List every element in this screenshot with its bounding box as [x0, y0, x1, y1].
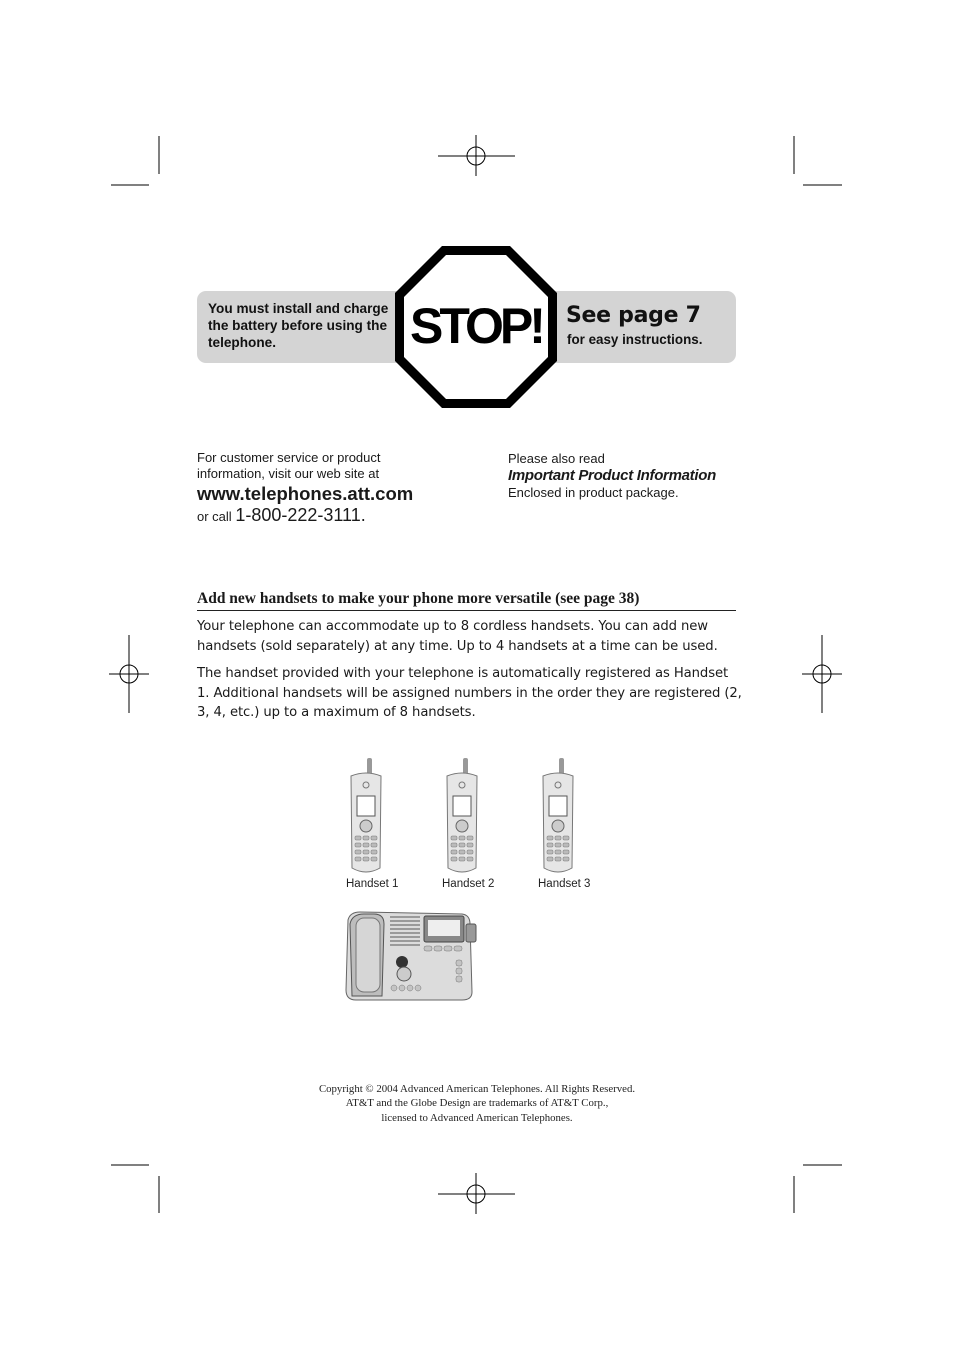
contact-line-1: For customer service or product: [197, 450, 381, 465]
handset-2-label: Handset 2: [442, 878, 495, 890]
base-station-icon: [344, 910, 480, 1002]
banner-warning-text: You must install and charge the battery before using the telephone.: [208, 301, 389, 350]
copyright-line-2: AT&T and the Globe Design are trademarks of AT&T Corp.,: [345, 1097, 609, 1110]
call-prefix: or call: [197, 509, 232, 524]
copyright-block: [0, 1082, 954, 1125]
paragraph-accommodate: Your telephone can accommodate up to 8 cordless handsets. You can add new handsets (sold separately) at any time. Up to 4 handsets at a time can be used.: [197, 619, 718, 654]
stop-sign-icon: [392, 243, 560, 411]
handset-1-label: Handset 1: [346, 878, 399, 890]
handset-3-icon: [538, 756, 578, 876]
call-line: [197, 507, 497, 525]
read-also-line: Please also read: [508, 451, 605, 466]
handset-2-icon: [442, 756, 482, 876]
section-heading: Add new handsets to make your phone more versatile (see page 38): [197, 590, 736, 611]
contact-line-2: information, visit our web site at: [197, 466, 380, 481]
paragraph-registration: The handset provided with your telephone is automatically registered as Handset 1. Additional handsets will be assigned numbers in the order they are registered (2, 3, 4, etc.) up to a maximum of 8 handsets.: [197, 666, 742, 720]
important-info-title: Important Product Information: [508, 467, 716, 484]
handset-1-icon: [346, 756, 386, 876]
phone-number: 1-800-222-3111.: [235, 505, 366, 525]
website-link[interactable]: www.telephones.att.com: [197, 483, 414, 504]
banner-instructions-note: for easy instructions.: [567, 332, 703, 347]
handset-3-label: Handset 3: [538, 878, 591, 890]
copyright-line-1: Copyright © 2004 Advanced American Telephones. All Rights Reserved.: [318, 1083, 636, 1095]
copyright-line-3: licensed to Advanced American Telephones.: [381, 1111, 573, 1124]
banner-see-page: See page 7: [566, 303, 701, 328]
stop-text: STOP!: [410, 298, 542, 354]
read-also-block: [508, 450, 748, 501]
enclosed-line: Enclosed in product package.: [508, 485, 679, 500]
customer-service-block: [197, 450, 497, 525]
